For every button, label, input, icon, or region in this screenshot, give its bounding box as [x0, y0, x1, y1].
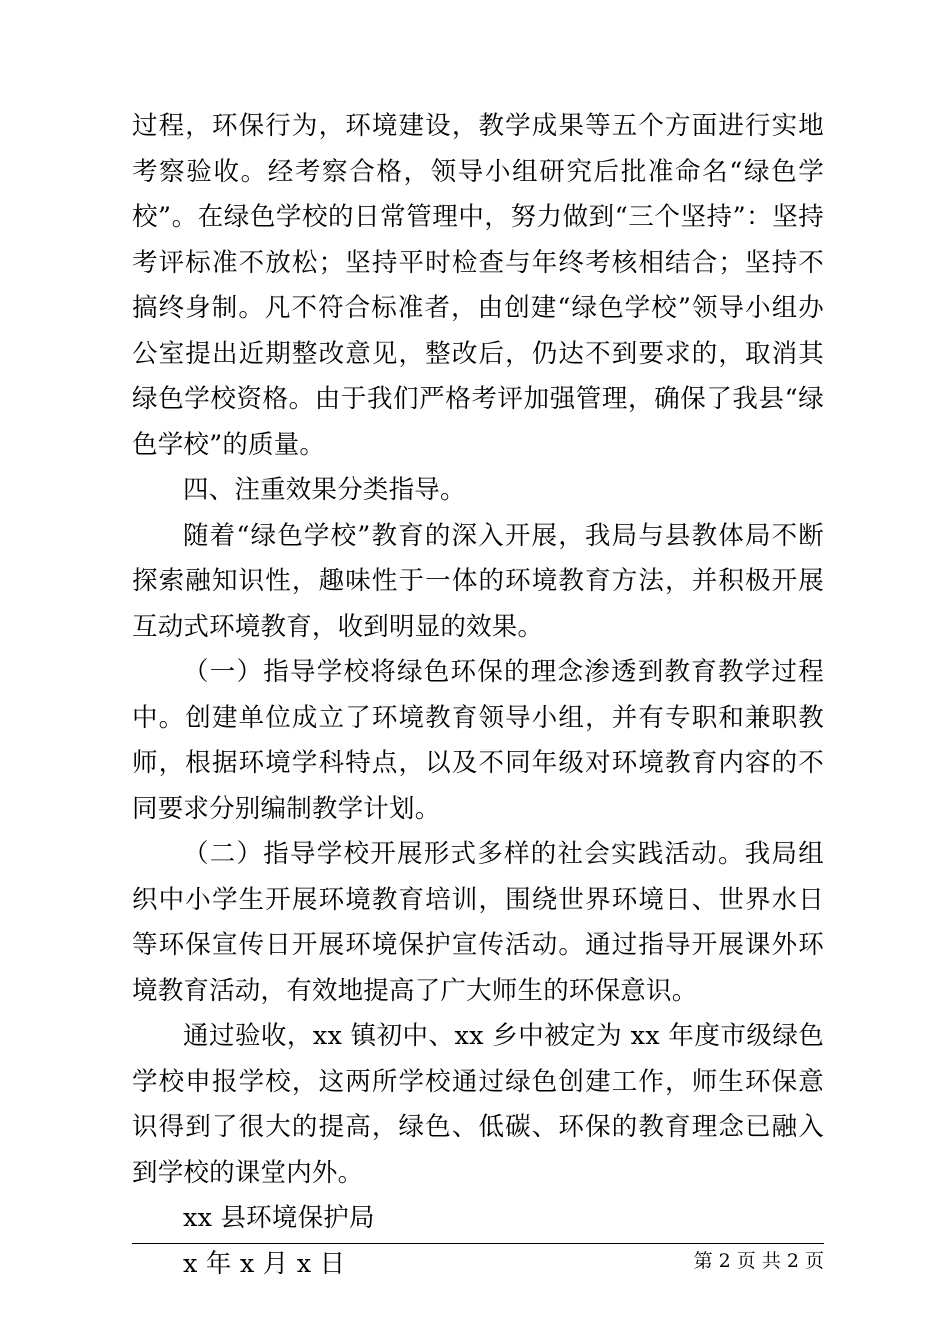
paragraph-1: 过程，环保行为，环境建设，教学成果等五个方面进行实地考察验收。经考察合格，领导小组研究后批准命名“绿色学校”。在绿色学校的日常管理中，努力做到“三个坚持”：坚持考评标准不放松；坚持平时检查与年终考核相结合；坚持不搞终身制。凡不符合标准者，由创建“绿色学校”领导小组办公室提出近期整改意见，整改后，仍达不到要求的，取消其绿色学校资格。由于我们严格考评加强管理，确保了我县“绿色学校”的质量。	[132, 111, 824, 460]
signature-date: x 年 x 月 x 日	[183, 1248, 346, 1279]
paragraph-5: （二）指导学校开展形式多样的社会实践活动。我局组织中小学生开展环境教育培训，围绕世界环境日、世界水日等环保宣传日开展环境保护宣传活动。通过指导开展课外环境教育活动，有效地提高了广大师生的环保意识。	[132, 839, 824, 1006]
paragraph-4: （一）指导学校将绿色环保的理念渗透到教育教学过程中。创建单位成立了环境教育领导小组，并有专职和兼职教师，根据环境学科特点，以及不同年级对环境教育内容的不同要求分别编制教学计划。	[132, 657, 824, 824]
paragraph-2: 四、注重效果分类指导。	[183, 475, 466, 505]
paragraph-3: 随着“绿色学校”教育的深入开展，我局与县教体局不断探索融知识性，趣味性于一体的环境教育方法，并积极开展互动式环境教育，收到明显的效果。	[132, 520, 824, 642]
paragraph-6: 通过验收，xx 镇初中、xx 乡中被定为 xx 年度市级绿色学校申报学校，这两所学校通过绿色创建工作，师生环保意识得到了很大的提高，绿色、低碳、环保的教育理念已融入到学校的课堂内外。	[132, 1021, 824, 1188]
signature-organization: xx 县环境保护局	[183, 1203, 375, 1233]
footer-divider	[132, 1243, 824, 1244]
document-body	[132, 104, 824, 1287]
page-number-footer: 第 2 页 共 2 页	[693, 1250, 824, 1272]
